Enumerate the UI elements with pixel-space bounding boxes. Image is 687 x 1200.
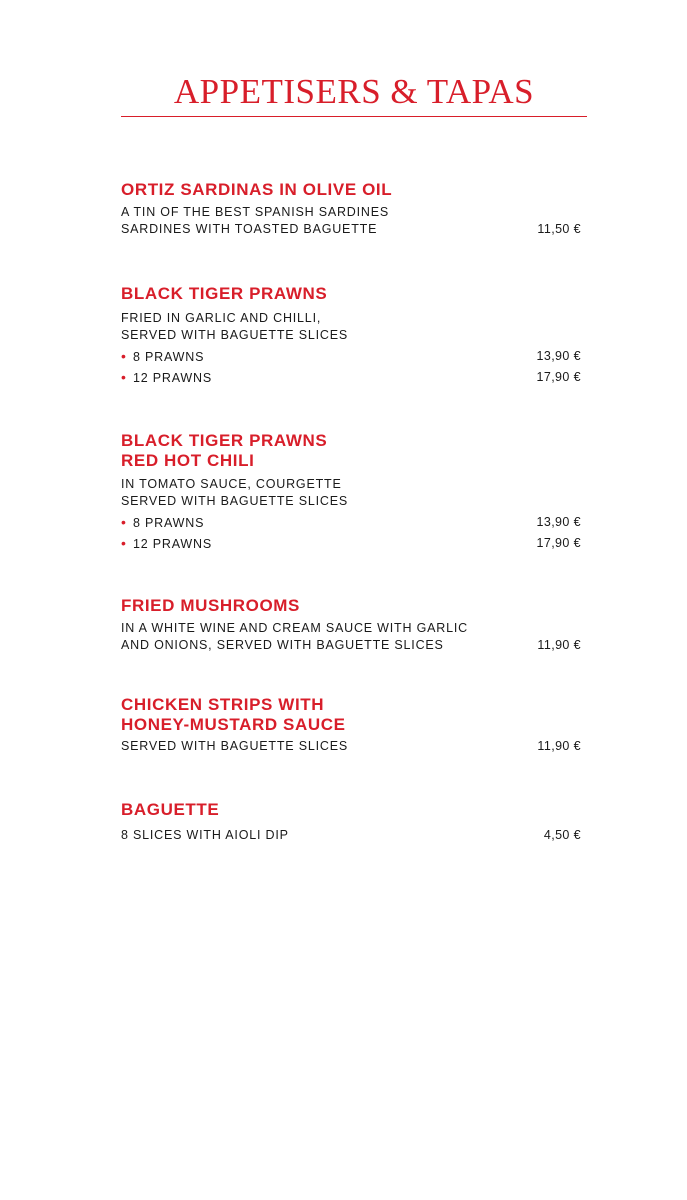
item-description	[121, 493, 581, 510]
item-name: BLACK TIGER PRAWNS	[121, 284, 328, 303]
item-name: RED HOT CHILI	[121, 451, 255, 470]
item-name: ORTIZ SARDINAS IN OLIVE OIL	[121, 180, 393, 199]
item-price: 11,90 €	[537, 638, 581, 652]
menu-item-black-tiger-prawns	[121, 284, 581, 386]
item-description-line: FRIED IN GARLIC AND CHILLI,	[121, 311, 322, 325]
item-name: BAGUETTE	[121, 800, 220, 819]
page-title: APPETISERS & TAPAS	[173, 72, 535, 111]
item-price: 11,50 €	[537, 222, 581, 236]
item-description-line: AND ONIONS, SERVED WITH BAGUETTE SLICES	[121, 638, 444, 652]
option-price: 13,90 €	[536, 349, 581, 363]
item-description	[121, 221, 581, 238]
bullet-icon: •	[121, 348, 127, 364]
item-description-line: IN TOMATO SAUCE, COURGETTE	[121, 477, 342, 491]
item-option	[121, 348, 581, 365]
item-description-line: SERVED WITH BAGUETTE SLICES	[121, 328, 348, 342]
option-price: 17,90 €	[536, 370, 581, 384]
option-label: 12 PRAWNS	[133, 537, 212, 551]
item-description-line: SARDINES WITH TOASTED BAGUETTE	[121, 222, 378, 236]
title-divider	[121, 116, 587, 117]
item-option	[121, 535, 581, 552]
item-price: 11,90 €	[537, 739, 581, 753]
item-description	[121, 738, 581, 755]
item-description	[121, 637, 581, 654]
item-description	[121, 204, 581, 221]
option-price: 17,90 €	[536, 536, 581, 550]
item-name: CHICKEN STRIPS WITH	[121, 695, 325, 714]
option-label: 8 PRAWNS	[133, 516, 205, 530]
item-description	[121, 827, 581, 844]
item-description	[121, 327, 581, 344]
item-description-line: IN A WHITE WINE AND CREAM SAUCE WITH GARLIC	[121, 621, 468, 635]
bullet-icon: •	[121, 514, 127, 530]
item-description-line: SERVED WITH BAGUETTE SLICES	[121, 494, 348, 508]
item-name: BLACK TIGER PRAWNS	[121, 431, 328, 450]
item-description	[121, 620, 581, 637]
option-price: 13,90 €	[536, 515, 581, 529]
item-description-line: SERVED WITH BAGUETTE SLICES	[121, 739, 348, 753]
menu-item-fried-mushrooms	[121, 596, 581, 654]
item-description	[121, 310, 581, 327]
item-description-line: 8 SLICES WITH AIOLI DIP	[121, 828, 289, 842]
option-label: 12 PRAWNS	[133, 371, 212, 385]
menu-item-chicken-strips	[121, 695, 581, 755]
menu-item-ortiz-sardinas	[121, 180, 581, 238]
item-price: 4,50 €	[543, 828, 581, 842]
item-description-line: A TIN OF THE BEST SPANISH SARDINES	[121, 205, 390, 219]
item-description	[121, 476, 581, 493]
bullet-icon: •	[121, 535, 127, 551]
menu-item-black-tiger-prawns-red-hot-chili	[121, 431, 581, 552]
bullet-icon: •	[121, 369, 127, 385]
item-name: HONEY-MUSTARD SAUCE	[121, 715, 346, 734]
item-name: FRIED MUSHROOMS	[121, 596, 300, 615]
item-option	[121, 514, 581, 531]
menu-item-baguette	[121, 800, 581, 844]
option-label: 8 PRAWNS	[133, 350, 205, 364]
item-option	[121, 369, 581, 386]
